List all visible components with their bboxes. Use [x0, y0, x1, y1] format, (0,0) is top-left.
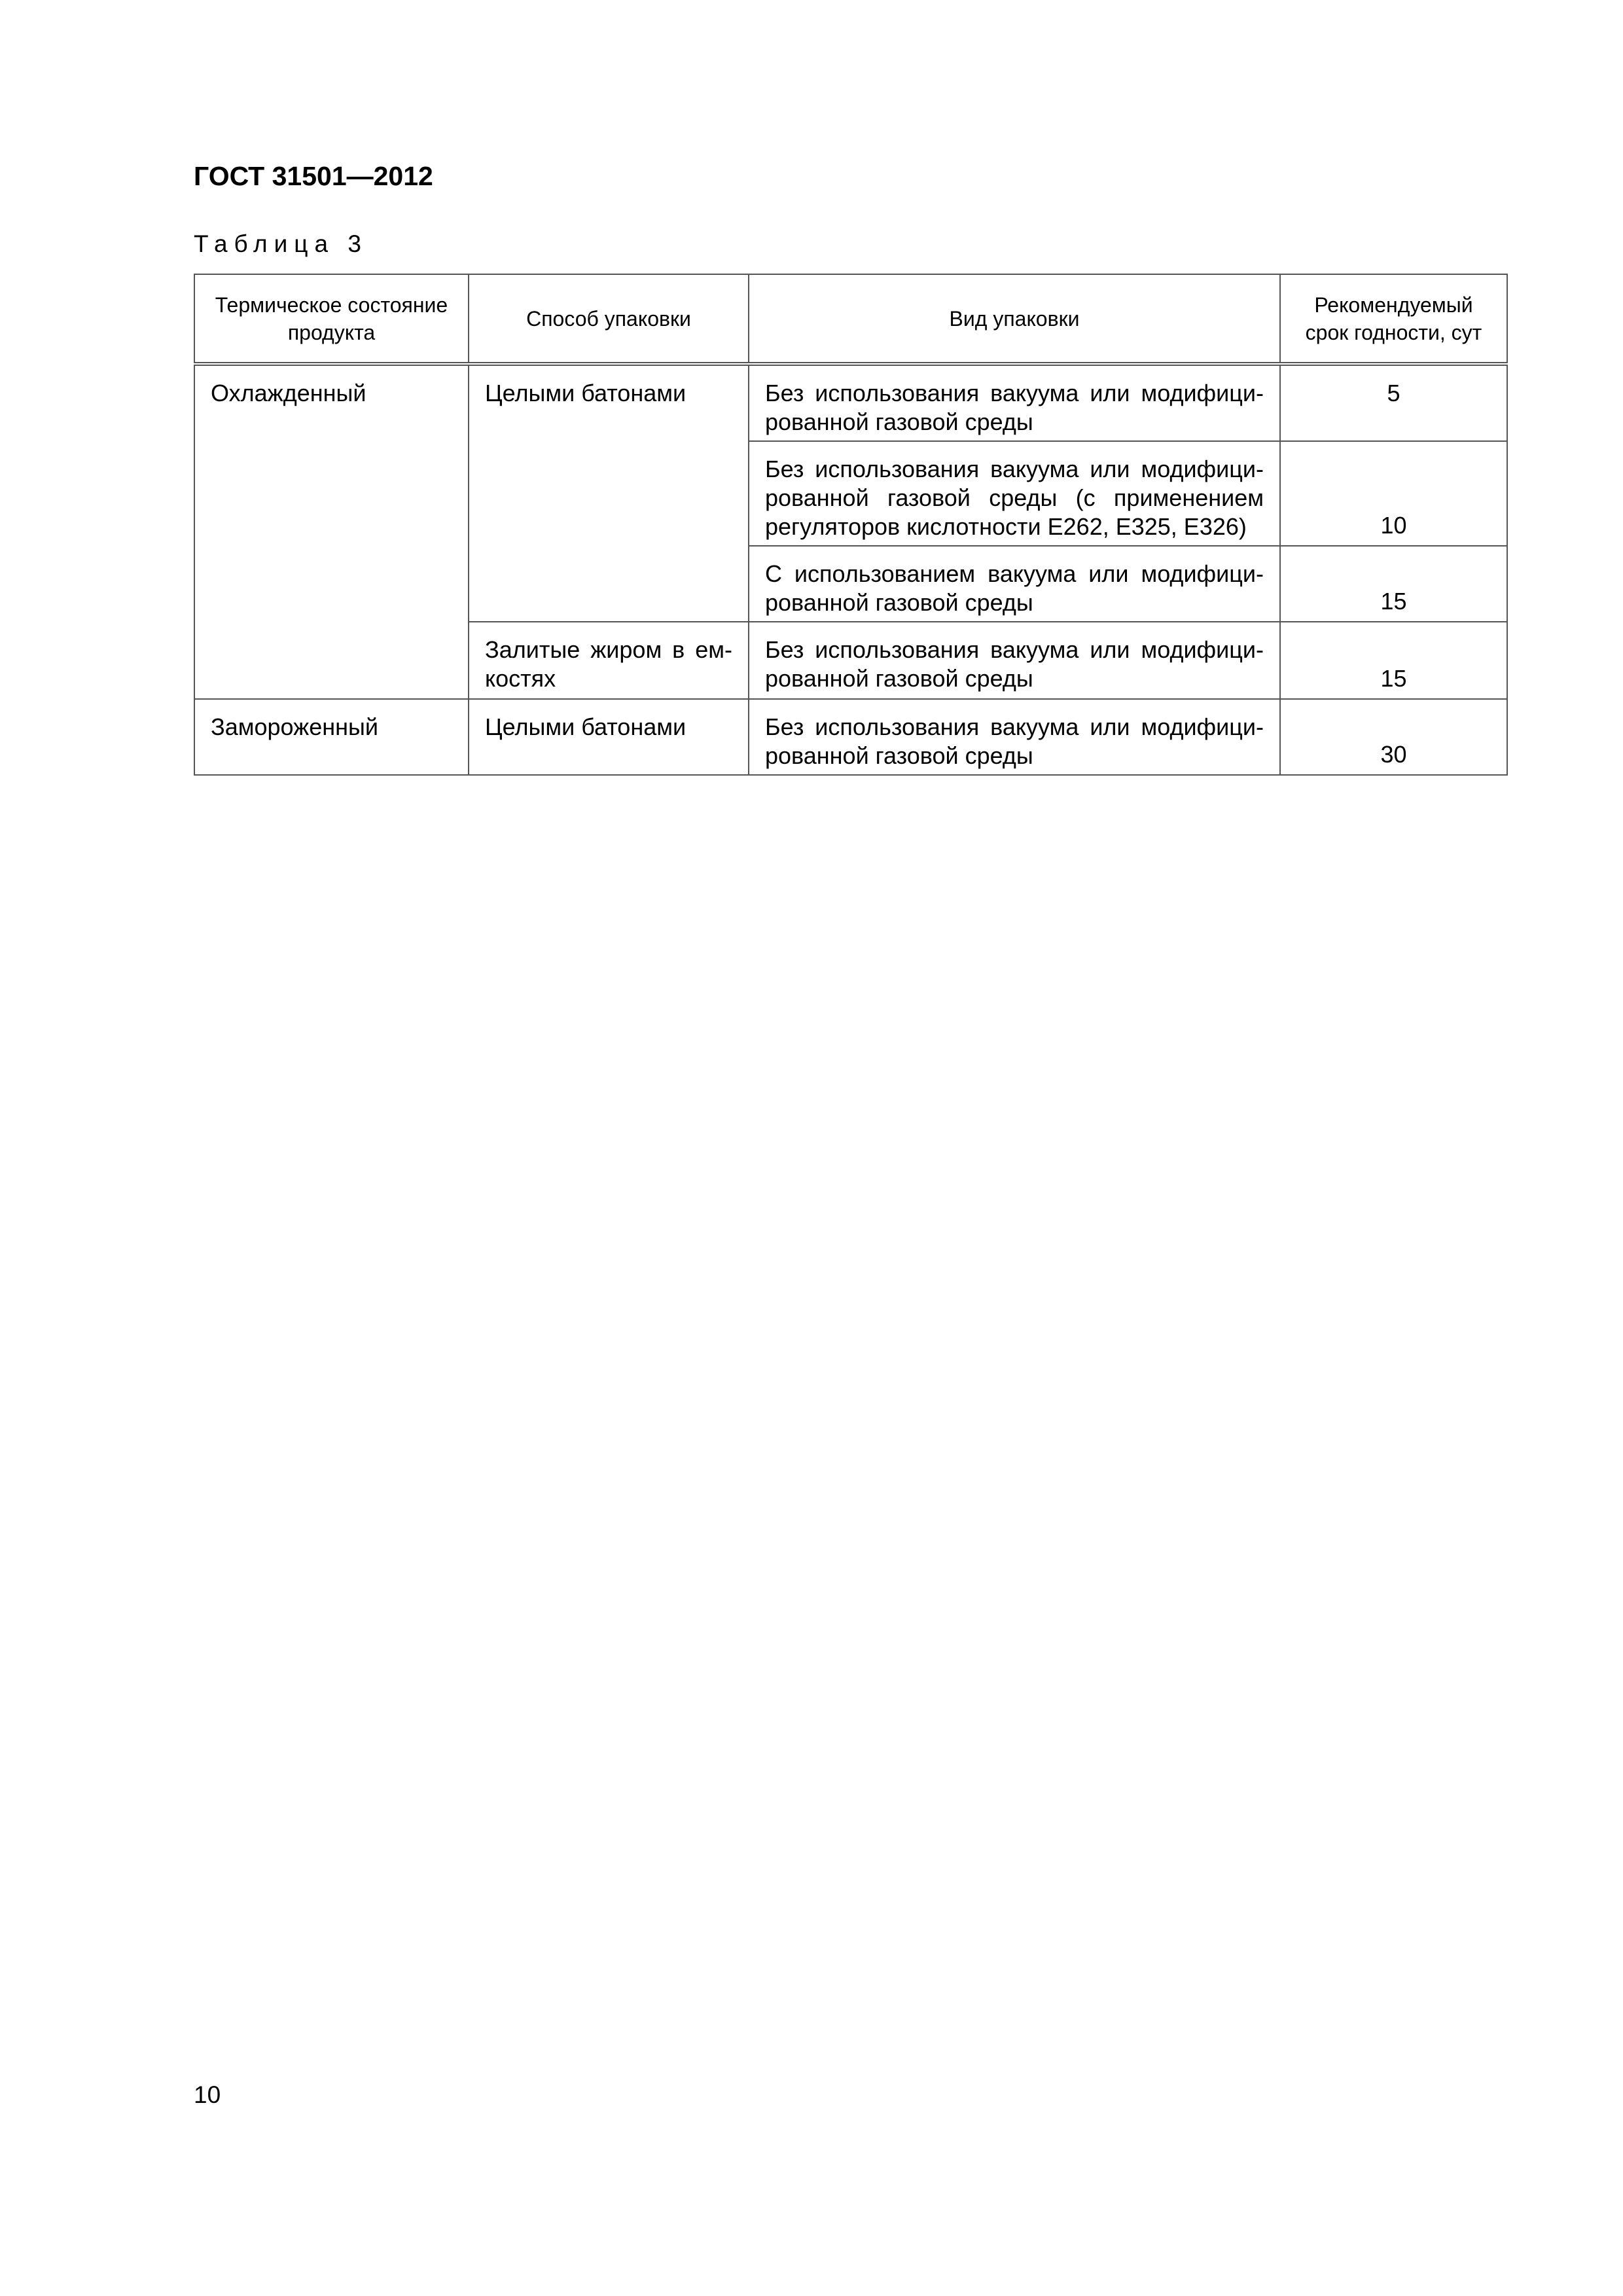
cell-package: Без использования вакуума или модифици-рованной газовой среды: [749, 699, 1280, 775]
column-header-term: Рекомендуемый срок годности, сут: [1280, 274, 1507, 364]
table-row: [194, 699, 1507, 775]
cell-package: Без использования вакуума или модифици-рованной газовой среды (с применением регуляторов кислотности Е262, Е325, Е326): [749, 441, 1280, 546]
cell-package: С использованием вакуума или модифици-рованной газовой среды: [749, 546, 1280, 622]
page-number: 10: [194, 2081, 221, 2108]
table-header-row: [194, 274, 1507, 364]
cell-package: Без использования вакуума или модифици-рованной газовой среды: [749, 364, 1280, 441]
document-header: ГОСТ 31501—2012: [194, 161, 433, 191]
cell-term: 15: [1280, 622, 1507, 699]
cell-method-fat: Залитые жиром в ем-костях: [469, 622, 749, 699]
table-caption: Таблица 3: [194, 230, 368, 257]
column-header-method: Способ упаковки: [469, 274, 749, 364]
cell-state-frozen: Замороженный: [194, 699, 469, 775]
column-header-package: Вид упаковки: [749, 274, 1280, 364]
cell-term: 30: [1280, 699, 1507, 775]
cell-method-whole: Целыми батонами: [469, 364, 749, 622]
cell-term: 10: [1280, 441, 1507, 546]
cell-term: 15: [1280, 546, 1507, 622]
shelf-life-table: [194, 274, 1508, 776]
cell-method-whole: Целыми батонами: [469, 699, 749, 775]
cell-state-chilled: Охлажденный: [194, 364, 469, 699]
cell-package: Без использования вакуума или модифици-рованной газовой среды: [749, 622, 1280, 699]
column-header-state: Термическое состояние продукта: [194, 274, 469, 364]
table-row: [194, 364, 1507, 441]
cell-term: 5: [1280, 364, 1507, 441]
